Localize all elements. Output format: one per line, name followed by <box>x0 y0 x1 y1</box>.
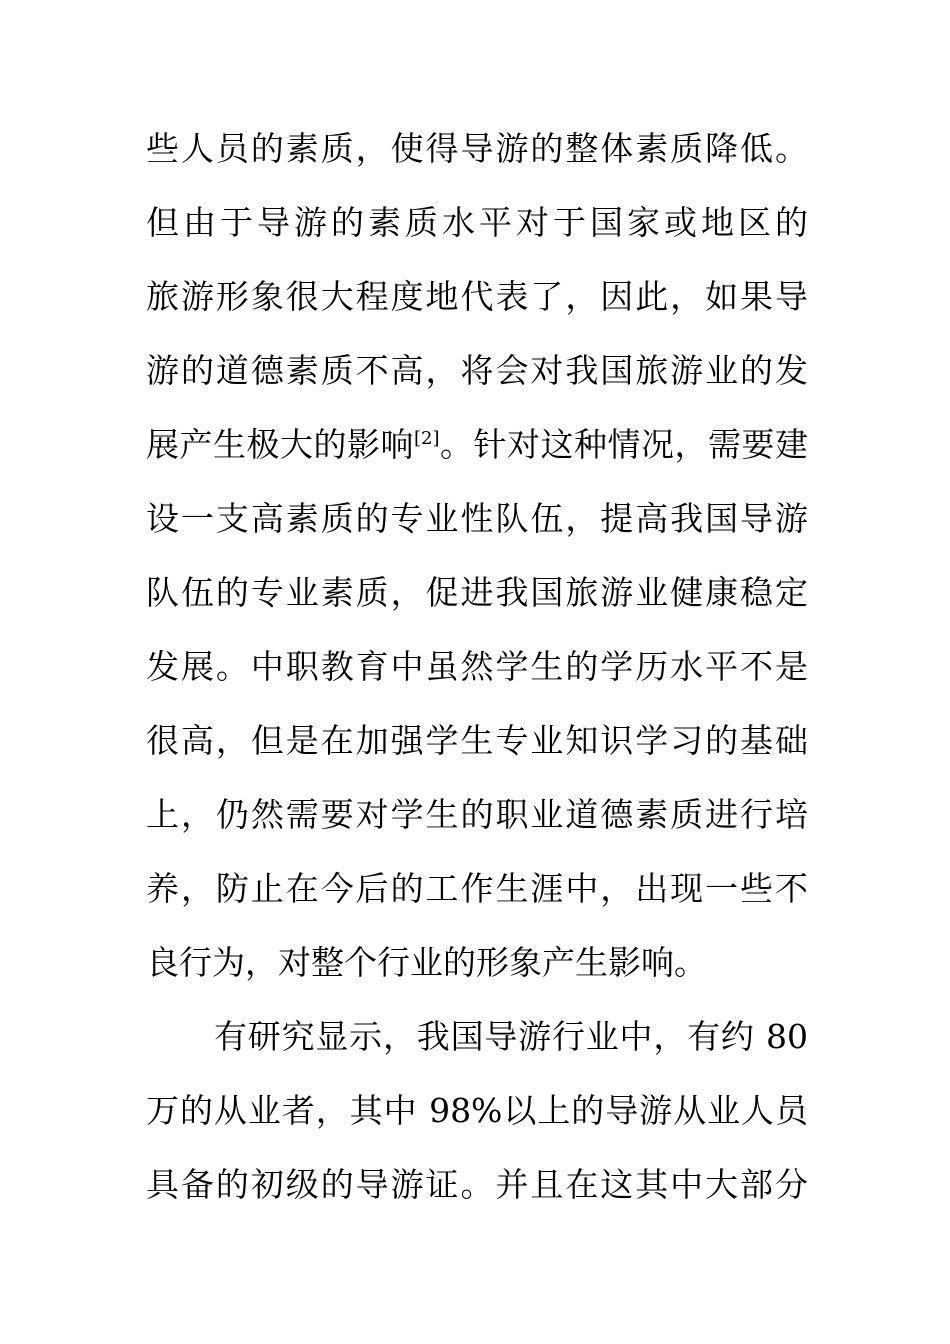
text-line: 万的从业者，其中 98%以上的导游从业人员 <box>146 1091 808 1130</box>
body-text <box>146 112 808 1222</box>
text-line: 良行为，对整个行业的形象产生影响。 <box>146 943 707 982</box>
text-segment: 。针对这种情况，需要建 <box>439 425 808 464</box>
text-line: 具备的初级的导游证。并且在这其中大部分 <box>146 1165 808 1204</box>
text-line: 队伍的专业素质，促进我国旅游业健康稳定 <box>146 573 808 612</box>
text-line: 很高，但是在加强学生专业知识学习的基础 <box>146 721 808 760</box>
text-line: 设一支高素质的专业性队伍，提高我国导游 <box>146 499 808 538</box>
text-line-with-citation <box>146 408 808 482</box>
text-line: 但由于导游的素质水平对于国家或地区的 <box>146 203 808 242</box>
text-segment: 展产生极大的影响 <box>146 425 414 464</box>
text-line: 些人员的素质，使得导游的整体素质降低。 <box>146 129 808 168</box>
paragraph-first-line: 有研究显示，我国导游行业中，有约 80 <box>214 1017 808 1056</box>
text-line: 旅游形象很大程度地代表了，因此，如果导 <box>146 277 808 316</box>
text-line: 养，防止在今后的工作生涯中，出现一些不 <box>146 869 808 908</box>
citation-marker: [2] <box>414 428 440 449</box>
text-line: 上，仍然需要对学生的职业道德素质进行培 <box>146 795 808 834</box>
text-line: 发展。中职教育中虽然学生的学历水平不是 <box>146 647 808 686</box>
text-line: 游的道德素质不高，将会对我国旅游业的发 <box>146 351 808 390</box>
